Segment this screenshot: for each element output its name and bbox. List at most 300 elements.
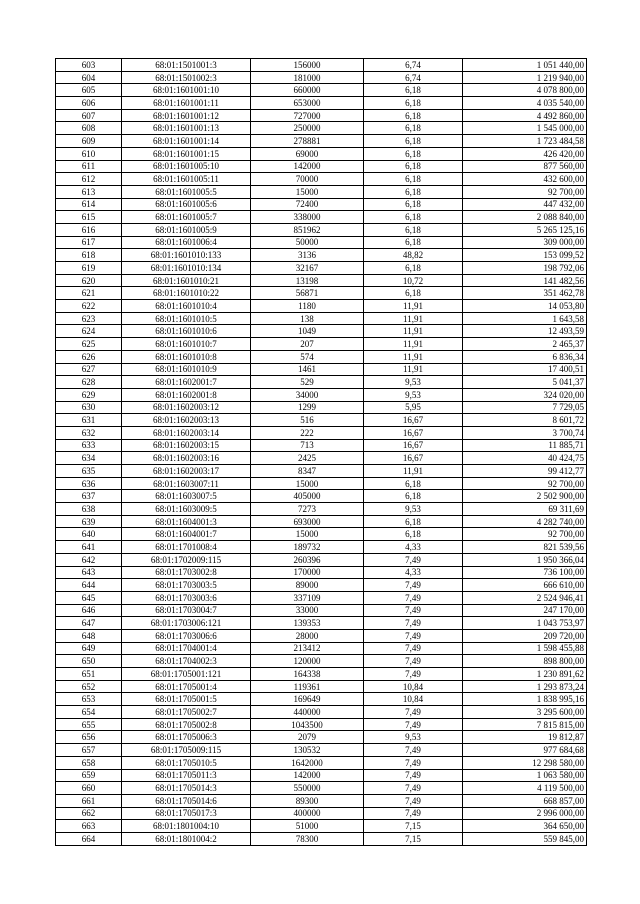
rate-cell: 11,91 [364,312,463,325]
table-row [56,300,587,313]
rate-cell: 11,91 [364,338,463,351]
rate-cell: 6,18 [364,490,463,503]
area-cell: 260396 [251,553,364,566]
row-number-cell: 656 [56,731,122,744]
amount-cell: 92 700,00 [463,185,587,198]
table-row [56,401,587,414]
table-row [56,338,587,351]
amount-cell: 4 119 500,00 [463,782,587,795]
area-cell: 1642000 [251,756,364,769]
cadastral-number-cell: 68:01:1601005:7 [122,211,251,224]
cadastral-number-cell: 68:01:1604001:7 [122,528,251,541]
area-cell: 28000 [251,629,364,642]
rate-cell: 10,84 [364,680,463,693]
area-cell: 2425 [251,452,364,465]
land-parcels-table [55,58,587,846]
row-number-cell: 607 [56,109,122,122]
row-number-cell: 628 [56,376,122,389]
cadastral-number-cell: 68:01:1602001:8 [122,388,251,401]
row-number-cell: 603 [56,59,122,72]
row-number-cell: 649 [56,642,122,655]
rate-cell: 7,49 [364,629,463,642]
area-cell: 170000 [251,566,364,579]
rate-cell: 16,67 [364,414,463,427]
row-number-cell: 610 [56,147,122,160]
rate-cell: 7,49 [364,591,463,604]
rate-cell: 4,33 [364,566,463,579]
table-row [56,223,587,236]
amount-cell: 1 643,58 [463,312,587,325]
rate-cell: 5,95 [364,401,463,414]
amount-cell: 12 493,59 [463,325,587,338]
table-row [56,439,587,452]
table-row [56,109,587,122]
area-cell: 78300 [251,832,364,845]
row-number-cell: 659 [56,769,122,782]
area-cell: 207 [251,338,364,351]
area-cell: 653000 [251,97,364,110]
rate-cell: 7,49 [364,579,463,592]
rate-cell: 6,74 [364,59,463,72]
table-row [56,794,587,807]
table-row [56,655,587,668]
row-number-cell: 651 [56,668,122,681]
row-number-cell: 646 [56,604,122,617]
rate-cell: 6,18 [364,97,463,110]
cadastral-number-cell: 68:01:1601005:10 [122,160,251,173]
area-cell: 851962 [251,223,364,236]
amount-cell: 2 996 000,00 [463,807,587,820]
row-number-cell: 658 [56,756,122,769]
area-cell: 250000 [251,122,364,135]
area-cell: 70000 [251,173,364,186]
row-number-cell: 640 [56,528,122,541]
cadastral-number-cell: 68:01:1703004:7 [122,604,251,617]
table-row [56,160,587,173]
area-cell: 693000 [251,515,364,528]
amount-cell: 7 815 815,00 [463,718,587,731]
area-cell: 156000 [251,59,364,72]
row-number-cell: 615 [56,211,122,224]
area-cell: 8347 [251,465,364,478]
cadastral-number-cell: 68:01:1704001:4 [122,642,251,655]
amount-cell: 3 700,74 [463,426,587,439]
area-cell: 34000 [251,388,364,401]
row-number-cell: 639 [56,515,122,528]
cadastral-number-cell: 68:01:1501002:3 [122,71,251,84]
table-row [56,693,587,706]
table-row [56,363,587,376]
row-number-cell: 621 [56,287,122,300]
amount-cell: 1 838 995,16 [463,693,587,706]
amount-cell: 92 700,00 [463,528,587,541]
area-cell: 1049 [251,325,364,338]
amount-cell: 977 684,68 [463,744,587,757]
amount-cell: 1 598 455,88 [463,642,587,655]
row-number-cell: 609 [56,135,122,148]
table-row [56,566,587,579]
table-row [56,147,587,160]
cadastral-number-cell: 68:01:1601005:6 [122,198,251,211]
rate-cell: 6,18 [364,185,463,198]
cadastral-number-cell: 68:01:1601005:5 [122,185,251,198]
table-row [56,236,587,249]
table-body [56,59,587,846]
rate-cell: 11,91 [364,300,463,313]
table-row [56,350,587,363]
cadastral-number-cell: 68:01:1705017:3 [122,807,251,820]
rate-cell: 7,49 [364,756,463,769]
rate-cell: 6,18 [364,262,463,275]
row-number-cell: 604 [56,71,122,84]
amount-cell: 1 043 753,97 [463,617,587,630]
amount-cell: 1 293 873,24 [463,680,587,693]
area-cell: 33000 [251,604,364,617]
table-row [56,325,587,338]
row-number-cell: 616 [56,223,122,236]
table-row [56,122,587,135]
amount-cell: 2 524 946,41 [463,591,587,604]
cadastral-number-cell: 68:01:1603009:5 [122,503,251,516]
table-row [56,452,587,465]
rate-cell: 7,49 [364,794,463,807]
amount-cell: 2 465,37 [463,338,587,351]
amount-cell: 898 800,00 [463,655,587,668]
table-row [56,604,587,617]
rate-cell: 4,33 [364,541,463,554]
table-row [56,173,587,186]
rate-cell: 6,18 [364,211,463,224]
rate-cell: 7,49 [364,769,463,782]
table-row [56,515,587,528]
rate-cell: 6,18 [364,160,463,173]
row-number-cell: 663 [56,820,122,833]
row-number-cell: 642 [56,553,122,566]
area-cell: 550000 [251,782,364,795]
rate-cell: 7,49 [364,718,463,731]
amount-cell: 1 063 580,00 [463,769,587,782]
area-cell: 120000 [251,655,364,668]
row-number-cell: 612 [56,173,122,186]
cadastral-number-cell: 68:01:1602003:17 [122,465,251,478]
area-cell: 69000 [251,147,364,160]
amount-cell: 351 462,78 [463,287,587,300]
area-cell: 337109 [251,591,364,604]
cadastral-number-cell: 68:01:1601010:134 [122,262,251,275]
area-cell: 15000 [251,528,364,541]
row-number-cell: 605 [56,84,122,97]
amount-cell: 6 836,34 [463,350,587,363]
row-number-cell: 606 [56,97,122,110]
cadastral-number-cell: 68:01:1601005:11 [122,173,251,186]
cadastral-number-cell: 68:01:1601010:9 [122,363,251,376]
row-number-cell: 634 [56,452,122,465]
amount-cell: 2 088 840,00 [463,211,587,224]
rate-cell: 7,49 [364,642,463,655]
rate-cell: 7,15 [364,820,463,833]
amount-cell: 4 035 540,00 [463,97,587,110]
cadastral-number-cell: 68:01:1601001:11 [122,97,251,110]
row-number-cell: 629 [56,388,122,401]
rate-cell: 6,18 [364,515,463,528]
table-row [56,642,587,655]
cadastral-number-cell: 68:01:1603007:5 [122,490,251,503]
cadastral-number-cell: 68:01:1604001:3 [122,515,251,528]
cadastral-number-cell: 68:01:1705002:8 [122,718,251,731]
table-row [56,706,587,719]
cadastral-number-cell: 68:01:1705001:5 [122,693,251,706]
cadastral-number-cell: 68:01:1703003:5 [122,579,251,592]
cadastral-number-cell: 68:01:1701008:4 [122,541,251,554]
row-number-cell: 614 [56,198,122,211]
cadastral-number-cell: 68:01:1801004:2 [122,832,251,845]
cadastral-number-cell: 68:01:1601010:5 [122,312,251,325]
area-cell: 139353 [251,617,364,630]
rate-cell: 7,49 [364,604,463,617]
cadastral-number-cell: 68:01:1704002:3 [122,655,251,668]
rate-cell: 11,91 [364,363,463,376]
amount-cell: 447 432,00 [463,198,587,211]
table-row [56,668,587,681]
row-number-cell: 645 [56,591,122,604]
area-cell: 222 [251,426,364,439]
amount-cell: 736 100,00 [463,566,587,579]
amount-cell: 1 723 484,58 [463,135,587,148]
row-number-cell: 611 [56,160,122,173]
row-number-cell: 654 [56,706,122,719]
rate-cell: 7,49 [364,668,463,681]
rate-cell: 6,18 [364,147,463,160]
area-cell: 72400 [251,198,364,211]
row-number-cell: 662 [56,807,122,820]
area-cell: 50000 [251,236,364,249]
row-number-cell: 641 [56,541,122,554]
area-cell: 15000 [251,185,364,198]
area-cell: 130532 [251,744,364,757]
amount-cell: 426 420,00 [463,147,587,160]
cadastral-number-cell: 68:01:1602003:16 [122,452,251,465]
amount-cell: 5 041,37 [463,376,587,389]
cadastral-number-cell: 68:01:1602003:15 [122,439,251,452]
row-number-cell: 630 [56,401,122,414]
area-cell: 1461 [251,363,364,376]
cadastral-number-cell: 68:01:1705014:6 [122,794,251,807]
table-row [56,465,587,478]
cadastral-number-cell: 68:01:1601006:4 [122,236,251,249]
amount-cell: 4 492 860,00 [463,109,587,122]
row-number-cell: 660 [56,782,122,795]
amount-cell: 1 950 366,04 [463,553,587,566]
table-row [56,503,587,516]
row-number-cell: 652 [56,680,122,693]
row-number-cell: 648 [56,629,122,642]
rate-cell: 10,84 [364,693,463,706]
area-cell: 164338 [251,668,364,681]
amount-cell: 141 482,56 [463,274,587,287]
amount-cell: 877 560,00 [463,160,587,173]
row-number-cell: 608 [56,122,122,135]
amount-cell: 69 311,69 [463,503,587,516]
area-cell: 278881 [251,135,364,148]
cadastral-number-cell: 68:01:1705014:3 [122,782,251,795]
cadastral-number-cell: 68:01:1601010:6 [122,325,251,338]
cadastral-number-cell: 68:01:1601001:10 [122,84,251,97]
cadastral-number-cell: 68:01:1601005:9 [122,223,251,236]
area-cell: 142000 [251,160,364,173]
row-number-cell: 622 [56,300,122,313]
cadastral-number-cell: 68:01:1602003:13 [122,414,251,427]
row-number-cell: 618 [56,249,122,262]
cadastral-number-cell: 68:01:1703006:6 [122,629,251,642]
amount-cell: 1 545 000,00 [463,122,587,135]
area-cell: 1180 [251,300,364,313]
row-number-cell: 620 [56,274,122,287]
rate-cell: 6,18 [364,223,463,236]
table-row [56,769,587,782]
rate-cell: 6,18 [364,236,463,249]
table-row [56,426,587,439]
area-cell: 89300 [251,794,364,807]
table-row [56,756,587,769]
cadastral-number-cell: 68:01:1601010:4 [122,300,251,313]
rate-cell: 7,49 [364,655,463,668]
cadastral-number-cell: 68:01:1602003:12 [122,401,251,414]
amount-cell: 2 502 900,00 [463,490,587,503]
table-row [56,135,587,148]
amount-cell: 666 610,00 [463,579,587,592]
amount-cell: 364 650,00 [463,820,587,833]
amount-cell: 432 600,00 [463,173,587,186]
area-cell: 660000 [251,84,364,97]
area-cell: 15000 [251,477,364,490]
row-number-cell: 638 [56,503,122,516]
row-number-cell: 647 [56,617,122,630]
table-row [56,782,587,795]
table-row [56,820,587,833]
rate-cell: 16,67 [364,452,463,465]
cadastral-number-cell: 68:01:1601010:21 [122,274,251,287]
area-cell: 440000 [251,706,364,719]
cadastral-number-cell: 68:01:1601001:14 [122,135,251,148]
row-number-cell: 633 [56,439,122,452]
amount-cell: 7 729,05 [463,401,587,414]
amount-cell: 8 601,72 [463,414,587,427]
rate-cell: 10,72 [364,274,463,287]
rate-cell: 11,91 [364,465,463,478]
area-cell: 727000 [251,109,364,122]
rate-cell: 6,18 [364,173,463,186]
row-number-cell: 650 [56,655,122,668]
area-cell: 56871 [251,287,364,300]
amount-cell: 668 857,00 [463,794,587,807]
rate-cell: 11,91 [364,350,463,363]
row-number-cell: 632 [56,426,122,439]
area-cell: 3136 [251,249,364,262]
rate-cell: 16,67 [364,426,463,439]
area-cell: 2079 [251,731,364,744]
table-row [56,629,587,642]
area-cell: 119361 [251,680,364,693]
cadastral-number-cell: 68:01:1801004:10 [122,820,251,833]
cadastral-number-cell: 68:01:1703002:8 [122,566,251,579]
area-cell: 7273 [251,503,364,516]
rate-cell: 6,18 [364,135,463,148]
amount-cell: 14 053,80 [463,300,587,313]
table-row [56,553,587,566]
amount-cell: 153 099,52 [463,249,587,262]
table-row [56,414,587,427]
rate-cell: 7,15 [364,832,463,845]
cadastral-number-cell: 68:01:1601001:12 [122,109,251,122]
cadastral-number-cell: 68:01:1705006:3 [122,731,251,744]
cadastral-number-cell: 68:01:1601001:13 [122,122,251,135]
table-row [56,388,587,401]
cadastral-number-cell: 68:01:1703006:121 [122,617,251,630]
rate-cell: 7,49 [364,807,463,820]
table-row [56,541,587,554]
amount-cell: 1 230 891,62 [463,668,587,681]
area-cell: 405000 [251,490,364,503]
area-cell: 213412 [251,642,364,655]
table-row [56,579,587,592]
table-row [56,477,587,490]
row-number-cell: 626 [56,350,122,363]
amount-cell: 3 295 600,00 [463,706,587,719]
table-row [56,97,587,110]
row-number-cell: 624 [56,325,122,338]
rate-cell: 9,53 [364,388,463,401]
row-number-cell: 637 [56,490,122,503]
table-row [56,832,587,845]
amount-cell: 247 170,00 [463,604,587,617]
row-number-cell: 619 [56,262,122,275]
row-number-cell: 657 [56,744,122,757]
table-row [56,262,587,275]
area-cell: 138 [251,312,364,325]
area-cell: 169649 [251,693,364,706]
table-row [56,744,587,757]
rate-cell: 6,18 [364,287,463,300]
row-number-cell: 617 [56,236,122,249]
row-number-cell: 627 [56,363,122,376]
table-row [56,718,587,731]
amount-cell: 99 412,77 [463,465,587,478]
amount-cell: 1 219 940,00 [463,71,587,84]
cadastral-number-cell: 68:01:1705002:7 [122,706,251,719]
table-row [56,84,587,97]
row-number-cell: 631 [56,414,122,427]
table-row [56,528,587,541]
table-row [56,807,587,820]
table-row [56,198,587,211]
table-row [56,490,587,503]
cadastral-number-cell: 68:01:1601010:22 [122,287,251,300]
cadastral-number-cell: 68:01:1602001:7 [122,376,251,389]
rate-cell: 6,18 [364,122,463,135]
cadastral-number-cell: 68:01:1705010:5 [122,756,251,769]
amount-cell: 4 282 740,00 [463,515,587,528]
rate-cell: 9,53 [364,731,463,744]
table-row [56,680,587,693]
row-number-cell: 655 [56,718,122,731]
amount-cell: 5 265 125,16 [463,223,587,236]
table-row [56,287,587,300]
row-number-cell: 664 [56,832,122,845]
row-number-cell: 661 [56,794,122,807]
area-cell: 574 [251,350,364,363]
table-row [56,312,587,325]
row-number-cell: 653 [56,693,122,706]
